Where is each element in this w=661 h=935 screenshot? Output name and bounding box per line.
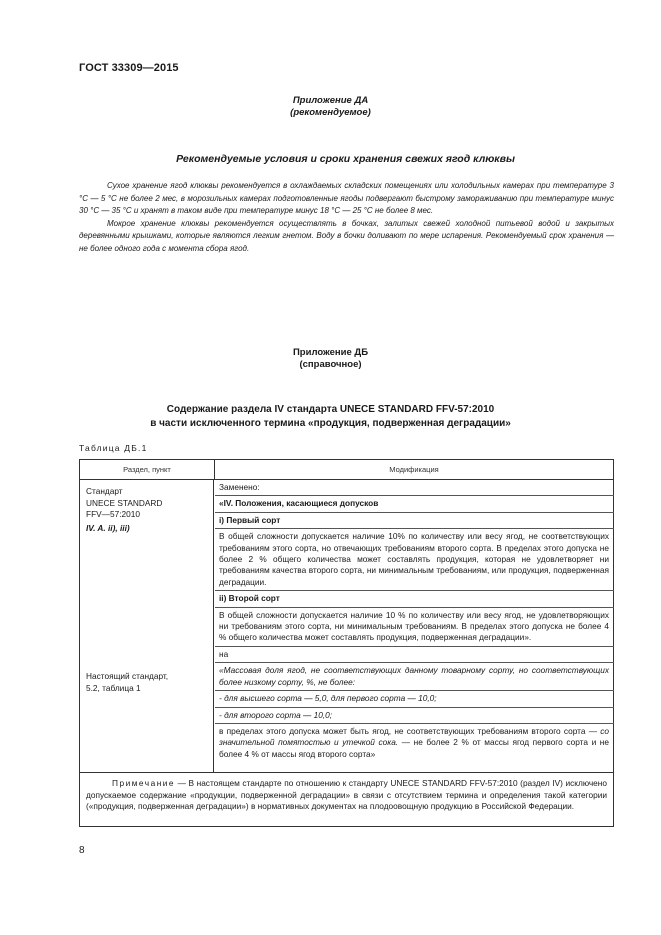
within-text-italic: со значительной помятостью и утечкой сока. bbox=[219, 725, 609, 748]
row-second-grade: ii) Второй сорт bbox=[215, 591, 614, 607]
std-line: UNECE STANDARD bbox=[86, 497, 163, 508]
row-replaced: Заменено: bbox=[215, 480, 614, 496]
row-highest-grade: - для высшего сорта — 5,0, для первого сорта — 10,0; bbox=[215, 691, 614, 707]
std-line: Стандарт bbox=[86, 486, 123, 496]
within-text-1: в пределах этого допуска может быть ягод, не соответствующих требованиям второго сорта — bbox=[219, 725, 597, 736]
appendix-da-status: (рекомендуемое) bbox=[290, 107, 371, 118]
table-header-modification: Модификация bbox=[215, 460, 613, 480]
appendix-db-title: Приложение ДБ bbox=[292, 347, 369, 358]
appendix-da-title-block bbox=[0, 95, 661, 119]
appendix-db-heading bbox=[0, 403, 661, 431]
document-header: ГОСТ 33309—2015 bbox=[79, 62, 179, 74]
paragraph-wet-storage: Мокрое хранение клюквы рекомендуется осуществлять в бочках, залитых свежей холодной питьевой водой и закрытых деревянными крышками, которые являются легким гнетом. Воду в бочки доливают по мере испарения. Рекомендуемый срок хранения — не более одного года с момента сбора ягод. bbox=[79, 218, 614, 253]
appendix-da-body bbox=[79, 180, 614, 256]
table-note bbox=[80, 772, 613, 818]
table-header-section: Раздел, пункт bbox=[80, 460, 215, 480]
table-right-column bbox=[215, 480, 614, 772]
national-std-line: 5.2, таблица 1 bbox=[86, 682, 141, 693]
appendix-db-heading-line2: в части исключенного термина «продукция, подверженная деградации» bbox=[150, 418, 511, 429]
within-text-2: — не более 2 % от массы ягод первого сорта и не более 4 % от массы ягод второго сорта» bbox=[219, 737, 609, 759]
std-line: FFV—57:2010 bbox=[86, 509, 140, 519]
note-label: Примечание bbox=[112, 778, 176, 788]
table-left-column bbox=[80, 480, 214, 772]
row-first-grade-text: В общей сложности допускается наличие 10% по количеству или весу ягод, не соответствующих требованиям этого сорта, но отвечающих требованиям второго сорта. В пределах этого допуска не более 2 % общего количества может составлять продукция, которая не удовлетворяет ни требованиям качества второго сорта, ни минимальным требованиям, или продукция, подверженная деградации. bbox=[215, 529, 614, 591]
row-second-grade-text: В общей сложности допускается наличие 10 % по количеству или весу ягод, не удовлетворяющих ни требованиям этого сорта, ни минимальным требованиям. В пределах этого допуска не более 4 % общего количества может составлять продукция, подверженная деградации». bbox=[215, 608, 614, 647]
table-caption: Таблица ДБ.1 bbox=[79, 443, 148, 453]
appendix-db-title-block bbox=[0, 347, 661, 371]
note-text: — В настоящем стандарте по отношению к стандарту UNECE STANDARD FFV-57:2010 (раздел IV) исключено допускаемое содержание «продукции, подверженной деградации» в связи с отсутствием термина и определения такой категории («продукция, подверженная деградации») в нормативных документах на плодоовощную продукцию в Российской Федерации. bbox=[86, 778, 607, 812]
paragraph-dry-storage: Сухое хранение ягод клюквы рекомендуется в охлаждаемых складских помещениях или холодильных камерах при температуре 3 °С — 5 °С не более 2 мес, в морозильных камерах подготовленные ягоды подвергают быстрому замораживанию при температуре минус 30 °С — 35 °С и хранят в таком виде при температуре минус 18 °С — 25 °С не более 8 мес. bbox=[79, 181, 614, 216]
appendix-da-heading: Рекомендуемые условия и сроки хранения свежих ягод клюквы bbox=[176, 153, 515, 165]
national-std-line: Настоящий стандарт, bbox=[86, 671, 169, 681]
page-number: 8 bbox=[79, 845, 85, 856]
row-section-iv: «IV. Положения, касающиеся допусков bbox=[215, 496, 614, 512]
row-first-grade: i) Первый сорт bbox=[215, 513, 614, 529]
row-mass-share: «Массовая доля ягод, не соответствующих данному товарному сорту, но соответствующих более низкому сорту, %, не более: bbox=[215, 663, 614, 691]
row-on: на bbox=[215, 647, 614, 663]
row-within-tolerance bbox=[215, 724, 614, 762]
table-db1 bbox=[79, 459, 614, 827]
row-second-grade-limit: - для второго сорта — 10,0; bbox=[215, 708, 614, 724]
appendix-da-title: Приложение ДА bbox=[292, 95, 369, 106]
appendix-db-status: (справочное) bbox=[299, 359, 362, 370]
std-reference: IV. A. ii), iii) bbox=[86, 522, 130, 533]
appendix-db-heading-line1: Содержание раздела IV стандарта UNECE STANDARD FFV-57:2010 bbox=[166, 404, 495, 415]
